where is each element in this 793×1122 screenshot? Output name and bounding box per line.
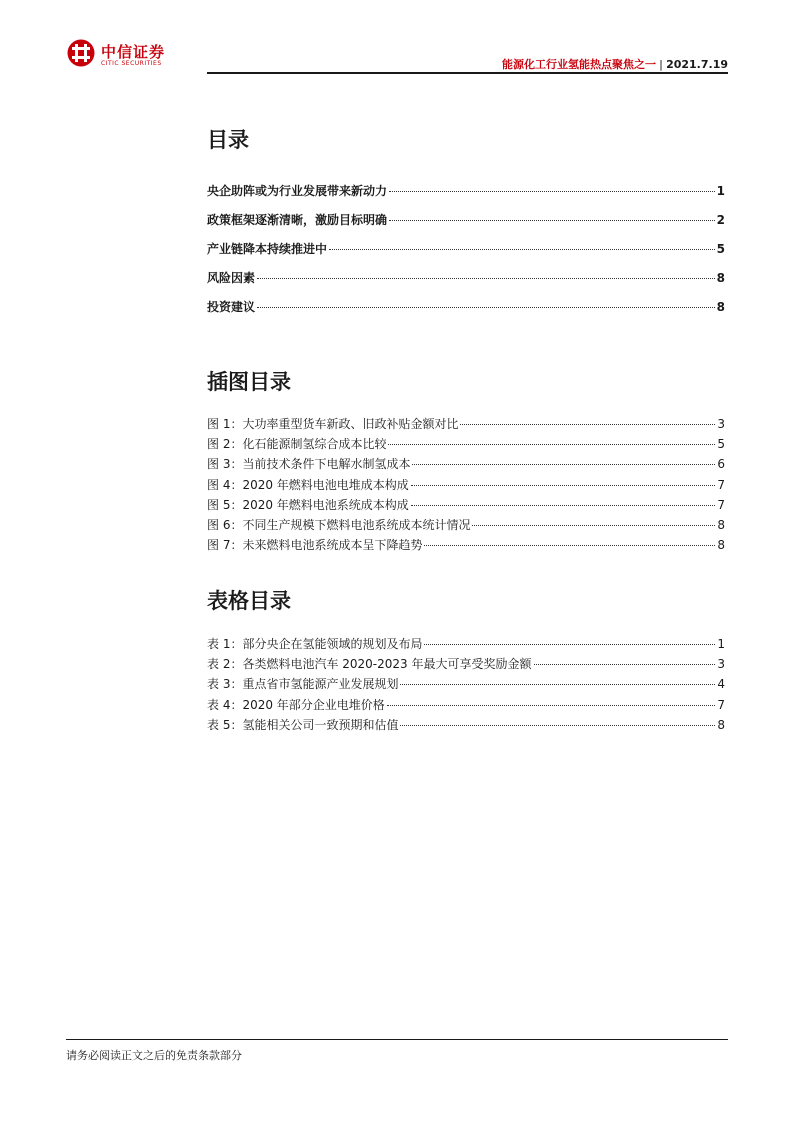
- toc-entry-label: 图 2：化石能源制氢综合成本比较: [207, 437, 387, 452]
- toc-heading: 目录: [207, 128, 249, 152]
- toc-entry[interactable]: [207, 476, 725, 496]
- toc-entry[interactable]: [207, 536, 725, 556]
- toc-entry-page-number: 4: [717, 677, 725, 692]
- header-report-info: [502, 56, 728, 72]
- toc-entry-label: 表 2：各类燃料电池汽车 2020-2023 年最大可享受奖励金额: [207, 657, 532, 672]
- dot-leader: [411, 485, 716, 486]
- toc-list: [207, 182, 725, 327]
- toc-entry-page-number: 8: [716, 300, 725, 314]
- toc-entry-page-number: 3: [717, 657, 725, 672]
- toc-entry-page-number: 8: [717, 717, 725, 732]
- toc-entry[interactable]: [207, 455, 725, 475]
- citic-logo: [66, 38, 176, 72]
- toc-entry-label: 图 1：大功率重型货车新政、旧政补贴金额对比: [207, 417, 459, 431]
- dot-leader: [388, 444, 715, 445]
- dot-leader: [387, 705, 716, 706]
- toc-entry-page-number: 3: [717, 417, 725, 431]
- toc-entry-page-number: 8: [717, 538, 725, 553]
- toc-entry-label: 表 3：重点省市氢能源产业发展规划: [207, 677, 399, 692]
- toc-entry-page-number: 8: [716, 271, 725, 285]
- toc-entry[interactable]: [207, 716, 725, 736]
- dot-leader: [472, 525, 715, 526]
- tables-list: [207, 635, 725, 736]
- toc-entry[interactable]: [207, 696, 725, 716]
- toc-entry-label: 图 6：不同生产规模下燃料电池系统成本统计情况: [207, 517, 471, 532]
- toc-entry[interactable]: [207, 635, 725, 655]
- toc-entry-label: 表 1：部分央企在氢能领域的规划及布局: [207, 637, 423, 651]
- dot-leader: [534, 664, 716, 665]
- toc-entry-label: 图 7：未来燃料电池系统成本呈下降趋势: [207, 538, 423, 553]
- toc-entry-page-number: 1: [717, 637, 725, 651]
- dot-leader: [389, 191, 715, 192]
- citic-emblem-icon: [66, 38, 96, 68]
- toc-entry-page-number: 7: [717, 697, 725, 712]
- page-header: [66, 38, 728, 78]
- toc-entry-page-number: 5: [717, 437, 725, 452]
- dot-leader: [460, 424, 715, 425]
- toc-entry-page-number: 2: [716, 213, 725, 227]
- toc-entry-page-number: 7: [717, 497, 725, 512]
- dot-leader: [257, 307, 715, 308]
- dot-leader: [329, 249, 715, 250]
- toc-entry[interactable]: [207, 675, 725, 695]
- toc-entry-page-number: 1: [716, 184, 725, 198]
- toc-entry[interactable]: [207, 516, 725, 536]
- header-divider: [207, 72, 728, 74]
- dot-leader: [412, 464, 715, 465]
- dot-leader: [400, 725, 715, 726]
- footer-disclaimer: 请务必阅读正文之后的免责条款部分: [66, 1049, 242, 1062]
- toc-entry[interactable]: [207, 240, 725, 269]
- toc-entry-label: 图 4：2020 年燃料电池电堆成本构成: [207, 477, 409, 492]
- toc-entry-page-number: 7: [717, 477, 725, 492]
- dot-leader: [389, 220, 715, 221]
- toc-entry[interactable]: [207, 269, 725, 298]
- toc-entry-label: 政策框架逐渐清晰，激励目标明确: [207, 213, 388, 227]
- tables-heading: 表格目录: [207, 589, 291, 613]
- figures-heading: 插图目录: [207, 370, 291, 394]
- toc-entry-label: 产业链降本持续推进中: [207, 242, 328, 256]
- toc-entry-label: 表 5：氢能相关公司一致预期和估值: [207, 717, 399, 732]
- logo-english-name: CITIC SECURITIES: [101, 60, 162, 67]
- toc-entry-page-number: 8: [717, 517, 725, 532]
- report-title: 能源化工行业氢能热点聚焦之一: [502, 58, 657, 71]
- dot-leader: [424, 644, 715, 645]
- toc-entry[interactable]: [207, 496, 725, 516]
- toc-entry-page-number: 6: [717, 457, 725, 472]
- dot-leader: [411, 505, 716, 506]
- header-separator: |: [659, 58, 664, 71]
- figures-list: [207, 415, 725, 556]
- logo-chinese-name: 中信证券: [101, 43, 166, 61]
- toc-entry-page-number: 5: [716, 242, 725, 256]
- toc-entry-label: 表 4：2020 年部分企业电堆价格: [207, 697, 385, 712]
- dot-leader: [424, 545, 715, 546]
- toc-entry-label: 风险因素: [207, 271, 256, 285]
- footer-divider: [66, 1039, 728, 1040]
- toc-entry-label: 图 5：2020 年燃料电池系统成本构成: [207, 497, 409, 512]
- toc-entry[interactable]: [207, 182, 725, 211]
- toc-entry[interactable]: [207, 435, 725, 455]
- toc-entry[interactable]: [207, 211, 725, 240]
- toc-entry-label: 投资建议: [207, 300, 256, 314]
- toc-entry[interactable]: [207, 655, 725, 675]
- dot-leader: [257, 278, 715, 279]
- dot-leader: [400, 684, 715, 685]
- toc-entry-label: 图 3：当前技术条件下电解水制氢成本: [207, 457, 411, 472]
- toc-entry-label: 央企助阵或为行业发展带来新动力: [207, 184, 388, 198]
- report-date: 2021.7.19: [666, 58, 728, 71]
- toc-entry[interactable]: [207, 298, 725, 327]
- toc-entry[interactable]: [207, 415, 725, 435]
